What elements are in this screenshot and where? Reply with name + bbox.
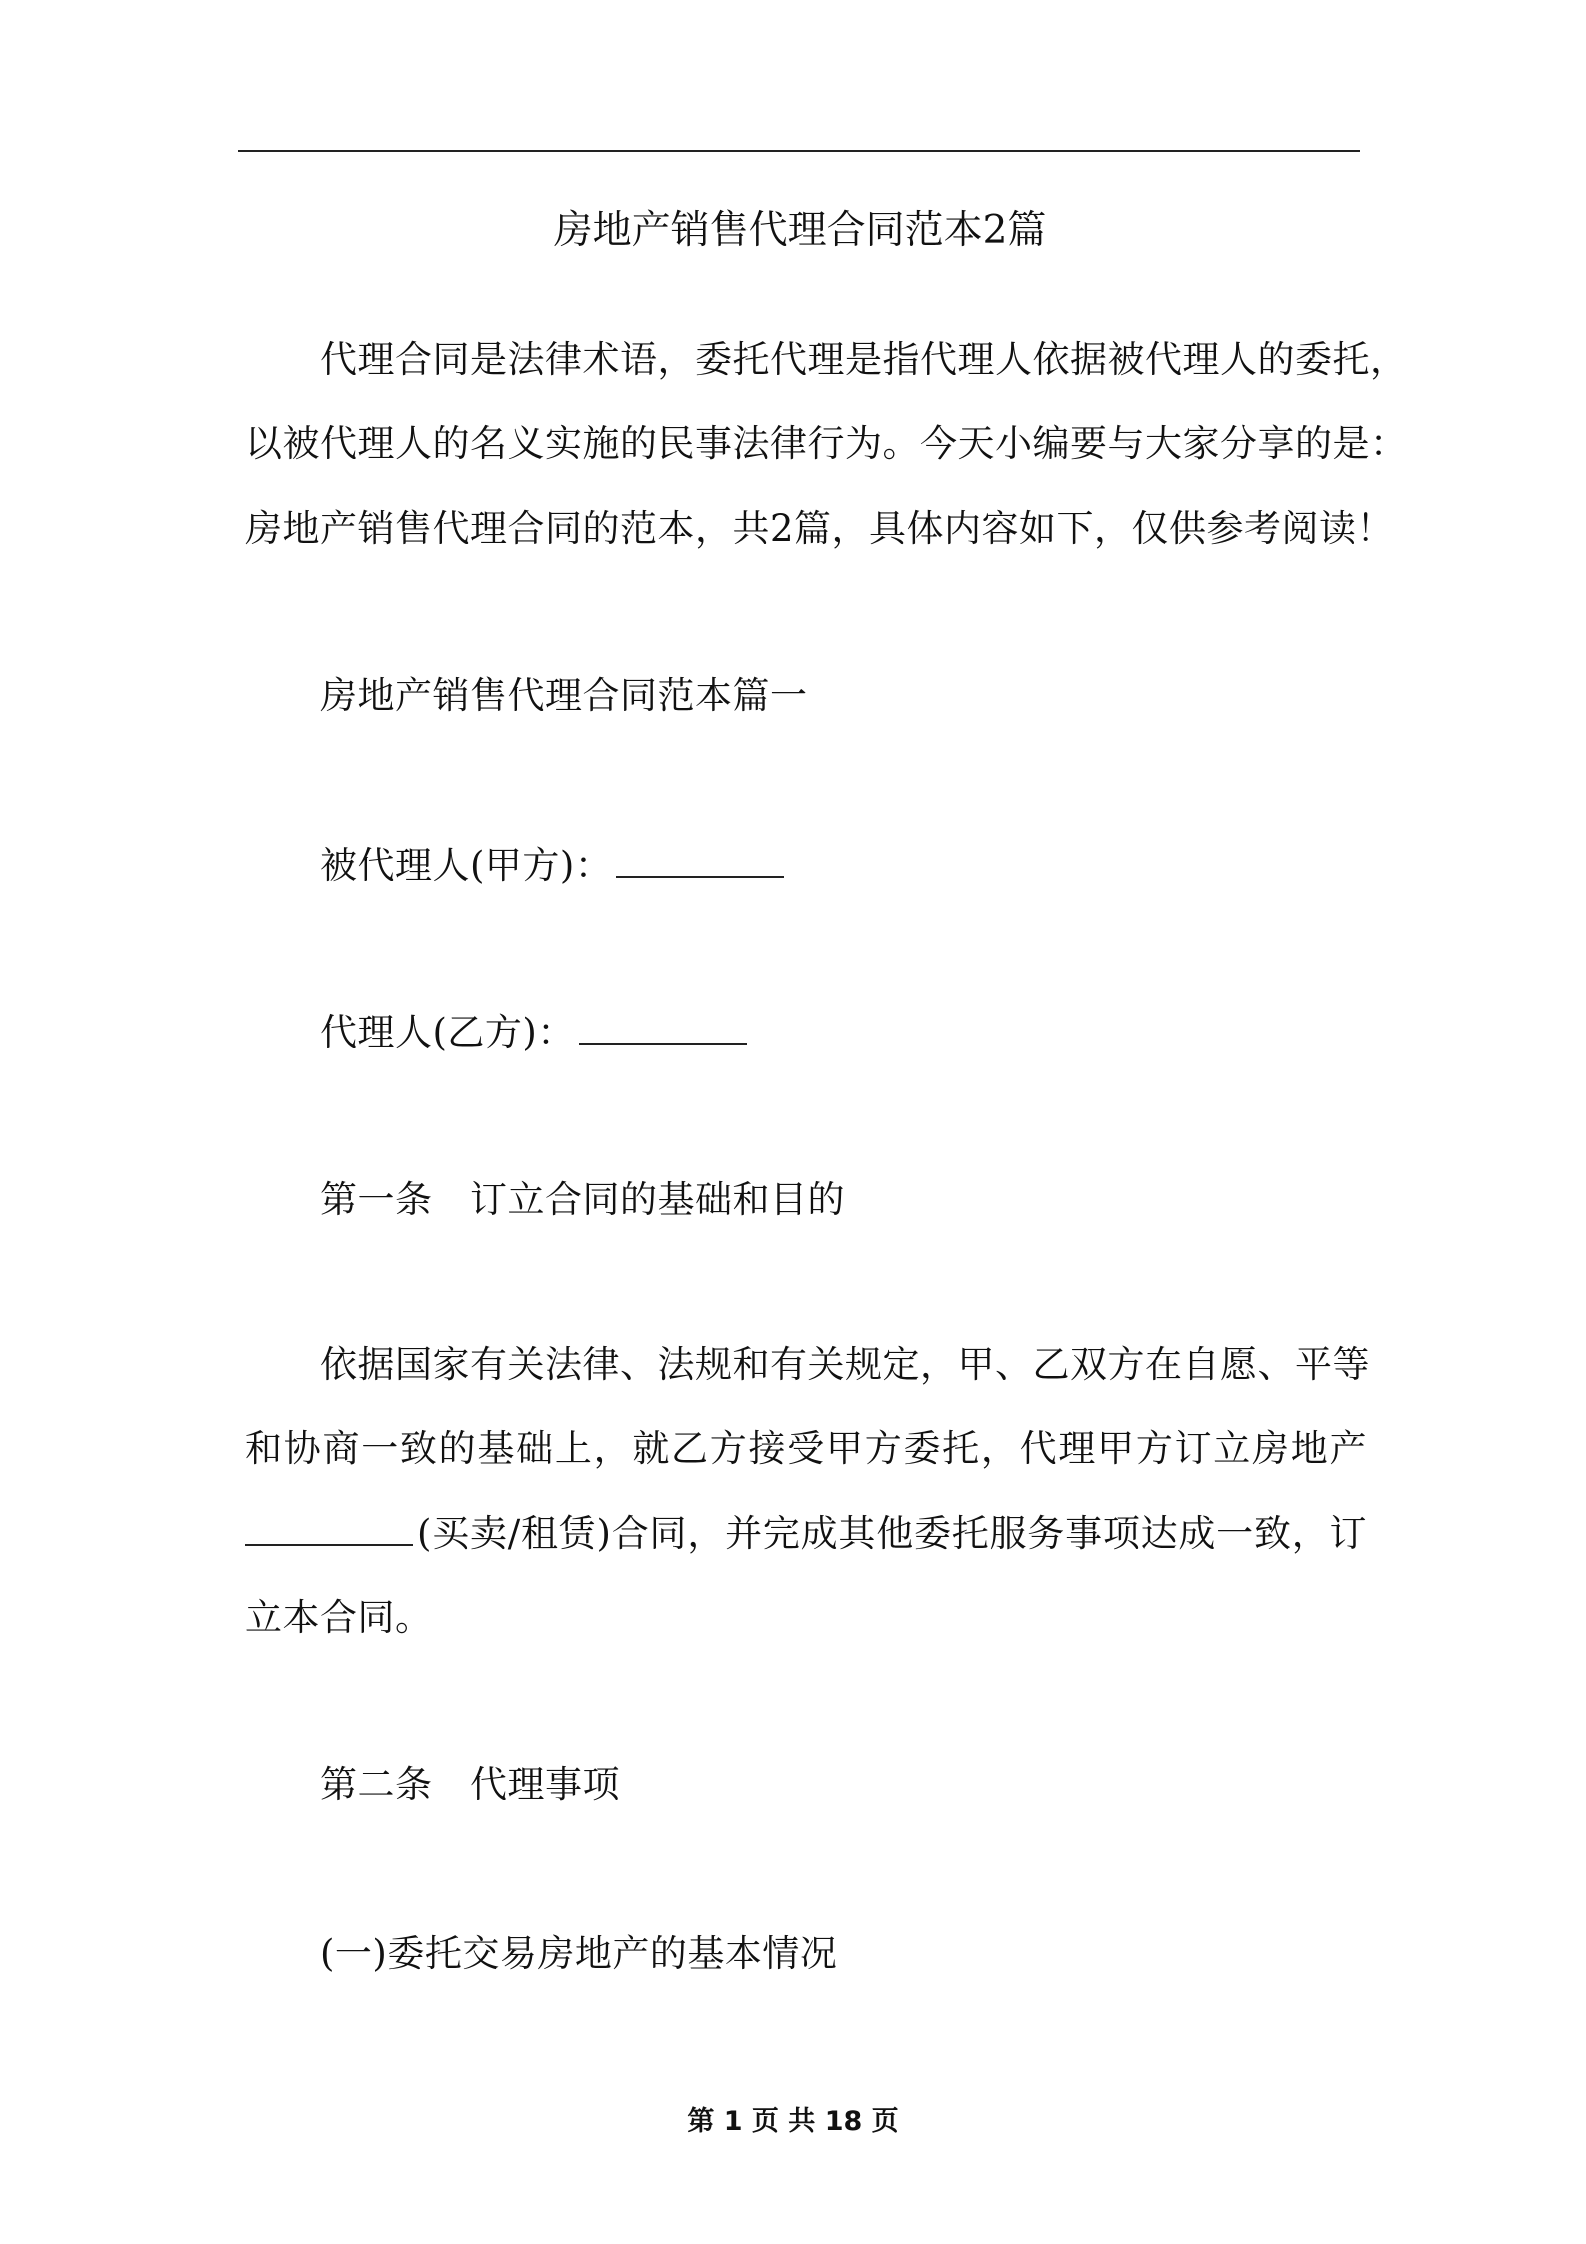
party-a-label: 被代理人(甲方)： bbox=[320, 844, 613, 887]
article2-heading: 第二条 代理事项 bbox=[320, 1763, 620, 1806]
article1-line-2: 和协商一致的基础上，就乙方接受甲方委托，代理甲方订立房地产 bbox=[245, 1427, 1367, 1470]
party-b-line bbox=[320, 1009, 1442, 1056]
party-b-blank bbox=[579, 1009, 747, 1045]
party-a-blank bbox=[616, 842, 784, 878]
party-a-line bbox=[320, 842, 1442, 889]
article1-line-4: 立本合同。 bbox=[245, 1596, 433, 1639]
article1-heading: 第一条 订立合同的基础和目的 bbox=[320, 1178, 845, 1221]
party-b-label: 代理人(乙方)： bbox=[320, 1011, 575, 1054]
intro-line-3: 房地产销售代理合同的范本，共2篇，具体内容如下，仅供参考阅读！ bbox=[245, 507, 1395, 550]
article1-line-3 bbox=[245, 1510, 1367, 1557]
header-rule bbox=[238, 150, 1360, 152]
document-title: 房地产销售代理合同范本2篇 bbox=[553, 208, 1047, 253]
item1-heading: (一)委托交易房地产的基本情况 bbox=[320, 1932, 838, 1975]
contract-type-blank bbox=[245, 1510, 413, 1546]
article1-line-3-text: (买卖/租赁)合同，并完成其他委托服务事项达成一致，订 bbox=[417, 1512, 1367, 1555]
intro-line-2: 以被代理人的名义实施的民事法律行为。今天小编要与大家分享的是： bbox=[245, 422, 1408, 465]
article1-line-1: 依据国家有关法律、法规和有关规定，甲、乙双方在自愿、平等 bbox=[320, 1343, 1370, 1386]
page-footer: 第 1 页 共 18 页 bbox=[687, 2106, 899, 2137]
section-heading: 房地产销售代理合同范本篇一 bbox=[320, 674, 808, 717]
intro-line-1: 代理合同是法律术语，委托代理是指代理人依据被代理人的委托， bbox=[320, 338, 1408, 381]
